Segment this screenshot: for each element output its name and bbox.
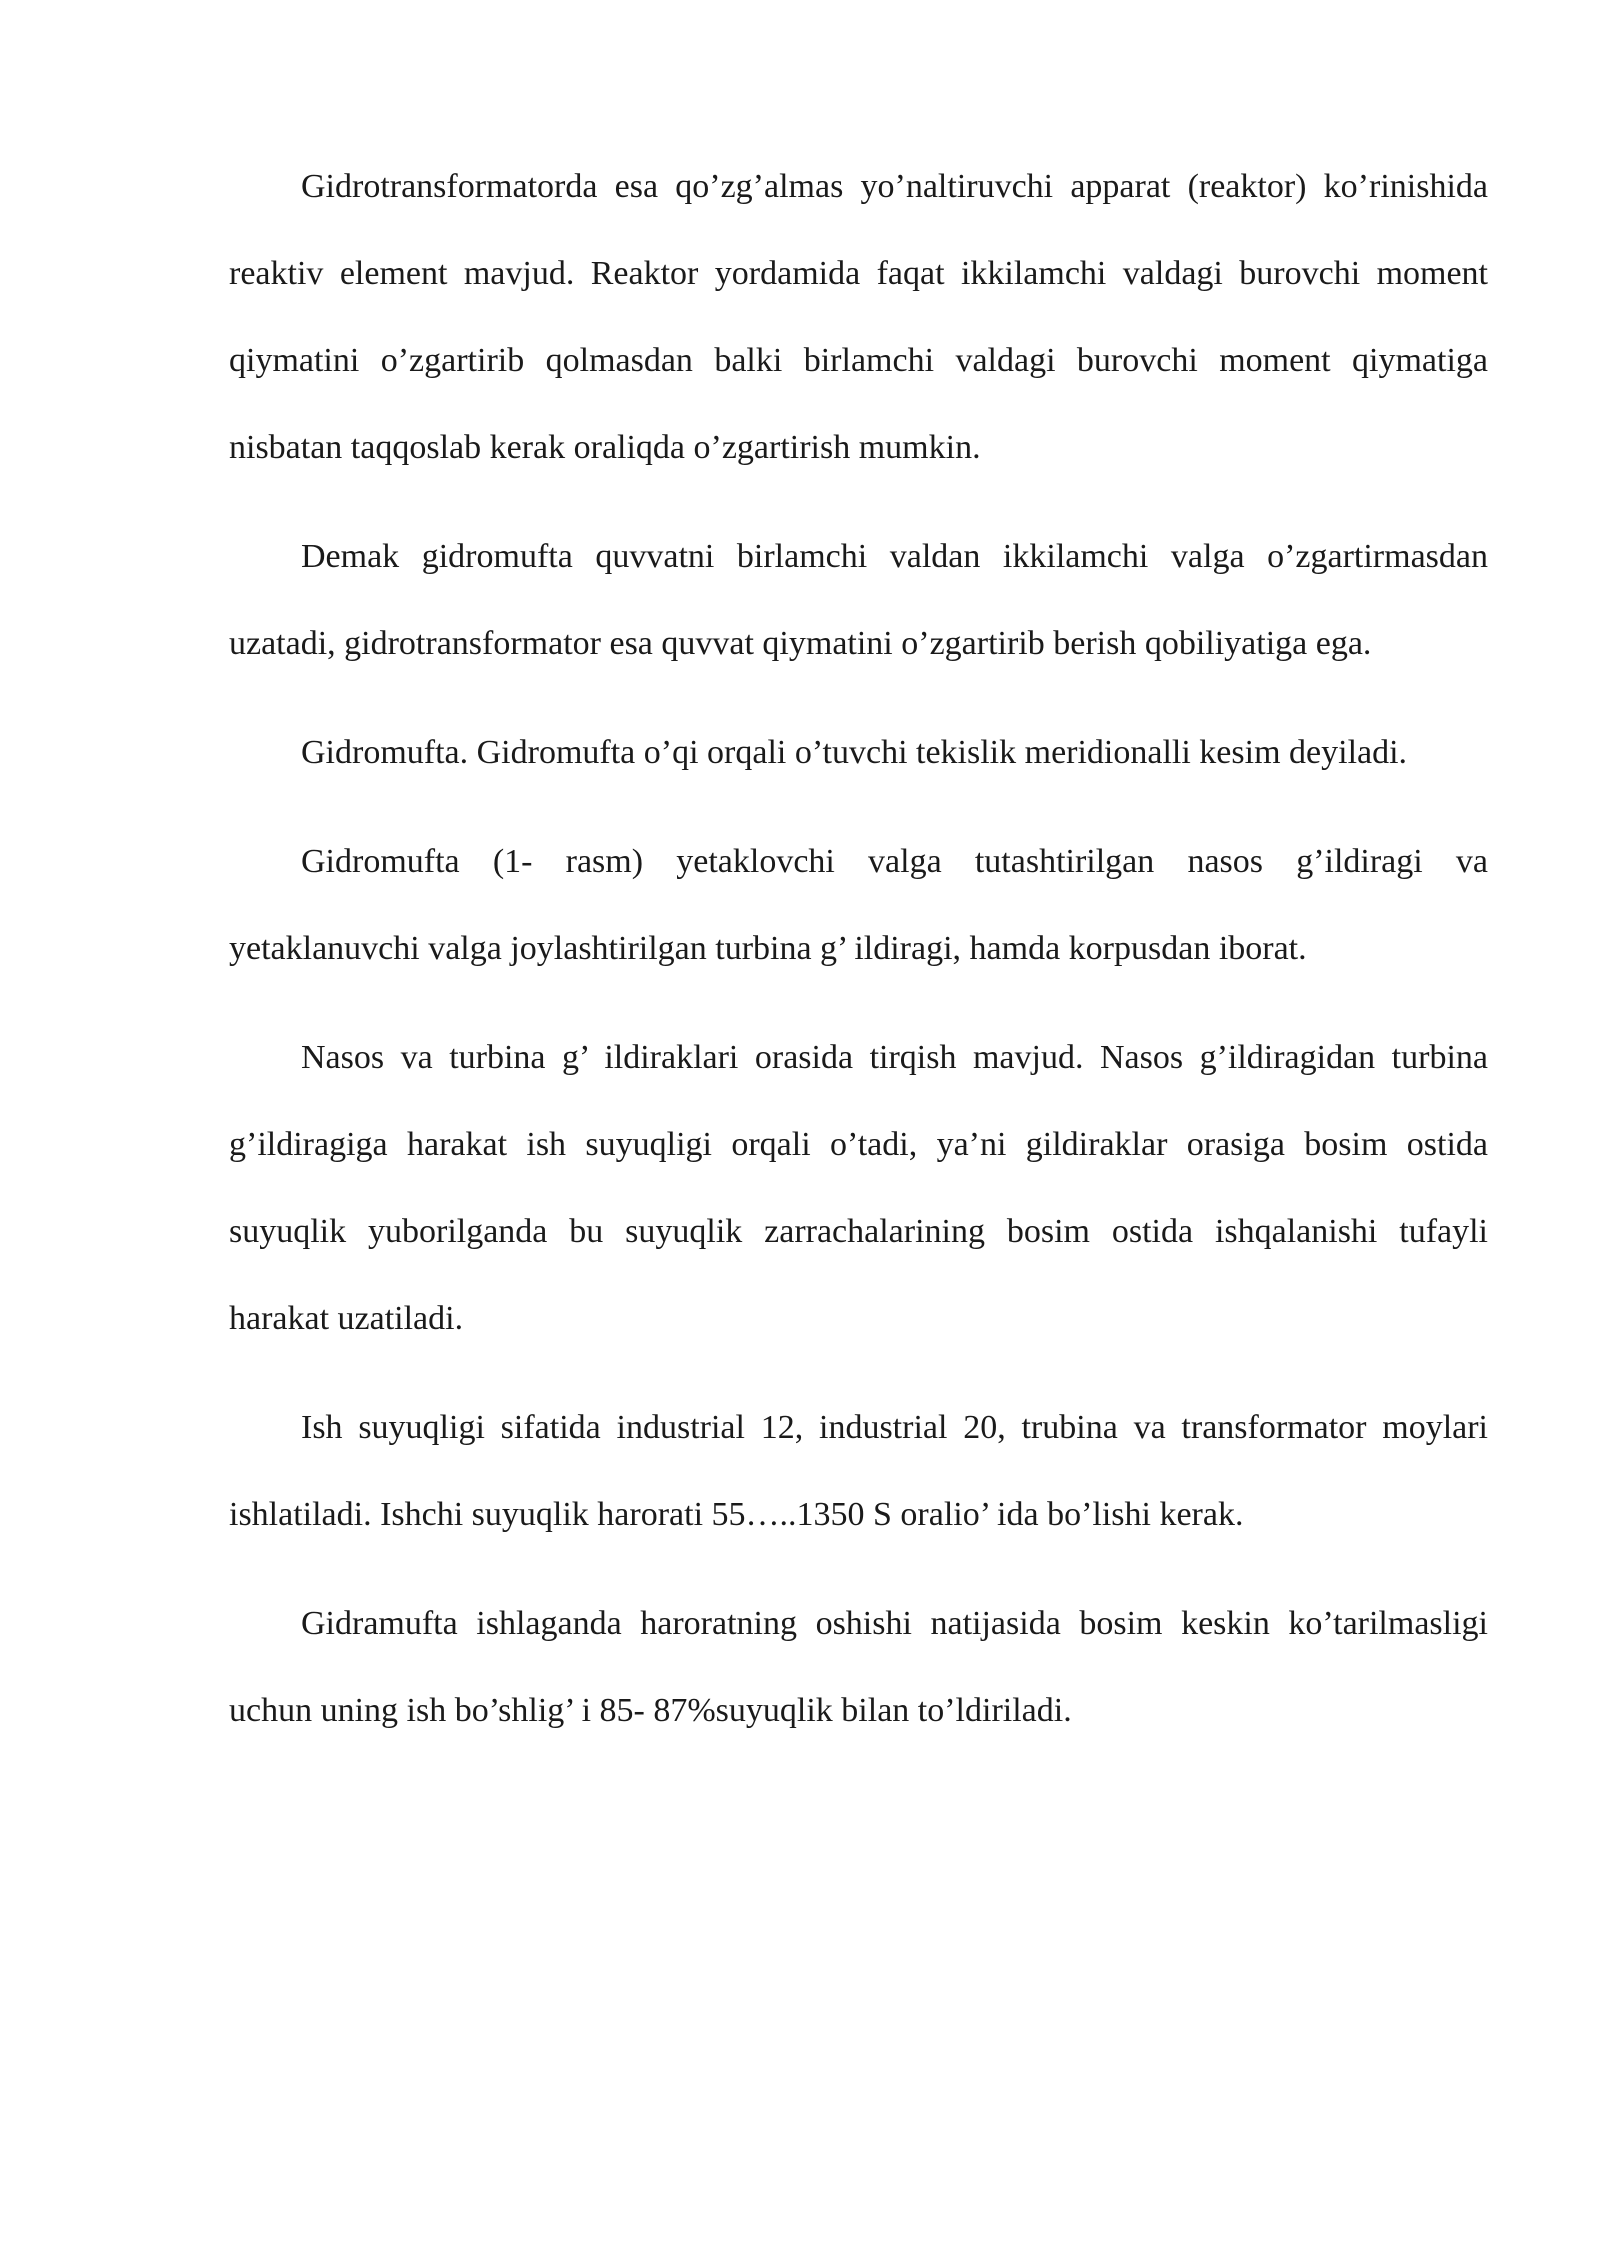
document-page (229, 143, 1488, 1776)
paragraph-demak: Demak gidromufta quvvatni birlamchi valdan ikkilamchi valga o’zgartirmasdan uzatadi, gidrotransformator esa quvvat qiymatini o’zgartirib berish qobiliyatiga ega. (229, 538, 1488, 662)
paragraph-gidramufta-filling: Gidramufta ishlaganda haroratning oshishi natijasida bosim keskin ko’tarilmasligi uchun uning ish bo’shlig’ i 85- 87%suyuqlik bilan to’ldiriladi. (229, 1605, 1488, 1729)
paragraph-gidromufta-structure: Gidromufta (1- rasm) yetaklovchi valga tutashtirilgan nasos g’ildiragi va yetaklanuvchi valga joylashtirilgan turbina g’ ildiragi, hamda korpusdan iborat. (229, 843, 1488, 967)
paragraph-ish-suyuqligi: Ish suyuqligi sifatida industrial 12, industrial 20, trubina va transformator moylari ishlatiladi. Ishchi suyuqlik harorati 55…..1350 S oralio’ ida bo’lishi kerak. (229, 1409, 1488, 1533)
paragraph-nasos-turbina: Nasos va turbina g’ ildiraklari orasida tirqish mavjud. Nasos g’ildiragidan turbina g’ildiragiga harakat ish suyuqligi orqali o’tadi, ya’ni gildiraklar orasiga bosim ostida suyuqlik yuborilganda bu suyuqlik zarrachalarining bosim ostida ishqalanishi tufayli harakat uzatiladi. (229, 1039, 1488, 1337)
paragraph-gidrotransformator: Gidrotransformatorda esa qo’zg’almas yo’naltiruvchi apparat (reaktor) ko’rinishida reaktiv element mavjud. Reaktor yordamida faqat ikkilamchi valdagi burovchi moment qiymatini o’zgartirib qolmasdan balki birlamchi valdagi burovchi moment qiymatiga nisbatan taqqoslab kerak oraliqda o’zgartirish mumkin. (229, 168, 1488, 466)
paragraph-gidromufta-definition: Gidromufta. Gidromufta o’qi orqali o’tuvchi tekislik meridionalli kesim deyiladi. (301, 734, 1408, 771)
